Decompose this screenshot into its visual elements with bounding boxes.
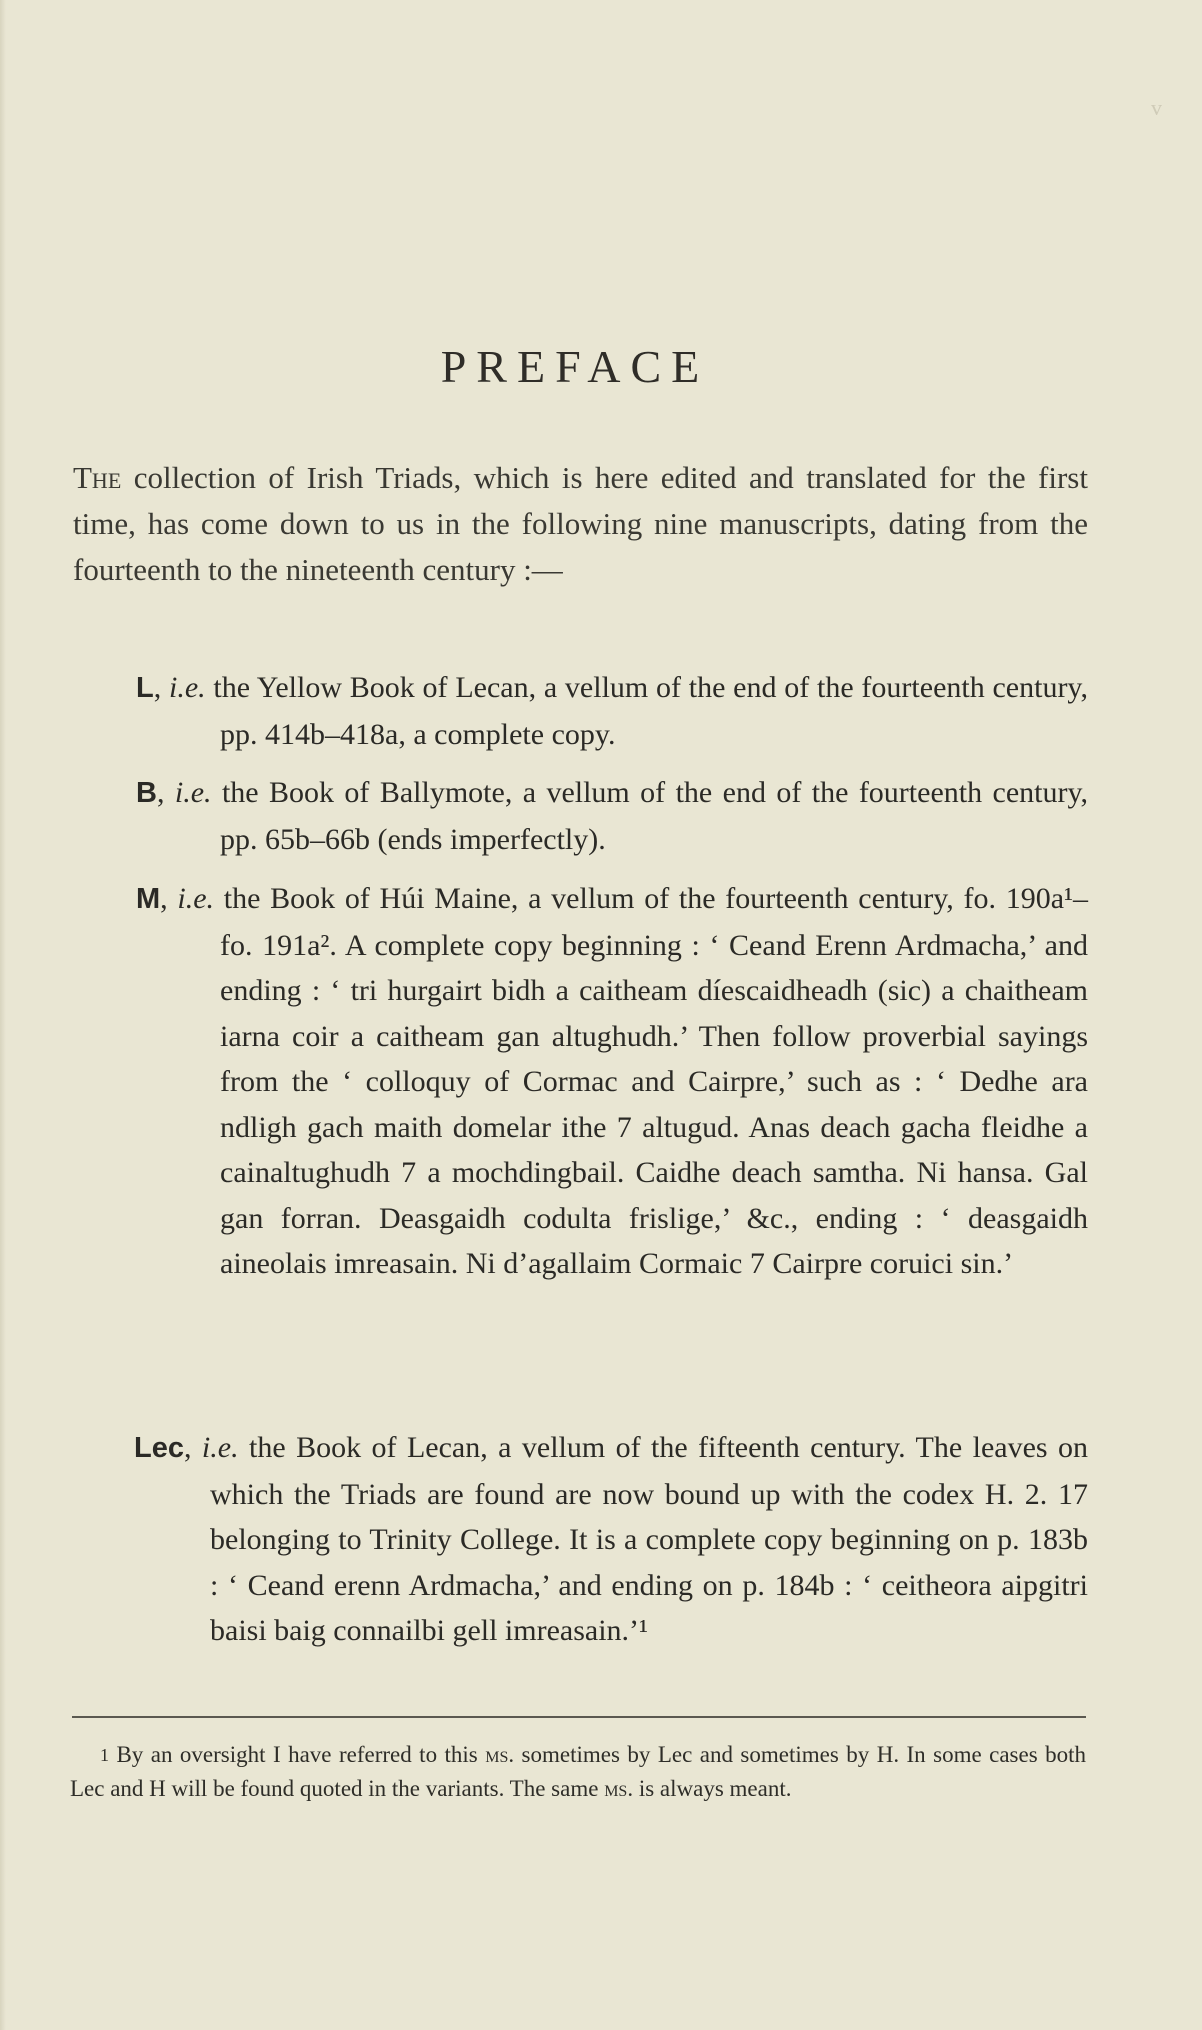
entry-text: the Book of Ballymote, a vellum of the end of the fourteenth century, pp. 65b–66b (ends imperfectly). [220, 776, 1089, 856]
footnote-text-2: sometimes by Lec and sometimes by H. In some cases both Lec and H will be found quoted in the variants. The same [70, 1742, 1087, 1801]
footnote-text-3: is always meant. [633, 1776, 792, 1801]
margin-mark: v [1151, 95, 1162, 120]
footnote-mark: 1 [100, 1745, 109, 1765]
manuscript-entry-m: M, i.e. the Book of Húi Maine, a vellum of the fourteenth century, fo. 190a¹–fo. 191a². A complete copy beginning : ‘ Ceand Erenn Ardmacha,’ and ending : ‘ tri hurgairt bidh a caitheam díescaidheadh (sic) a chaitheam iarna coir a caitheam gan altughudh.’ Then follow proverbial sayings from the ‘ colloquy of Cormac and Cairpre,’ such as : ‘ Dedhe ara ndligh gach maith domelar ithe 7 altugud. Anas deach gacha fleidhe a cainaltughudh 7 a mochdingbail. Caidhe deach samtha. Ni hansa. Gal gan forran. Deasgaidh codulta frislige,’ &c., ending : ‘ deasgaidh aineolais imreasain. Ni d’agallaim Cormaic 7 Cairpre coruici sin.’ [136, 882, 1089, 1280]
entry-siglum: M [136, 883, 161, 915]
entry-abbr: i.e. [201, 1431, 239, 1464]
entry-siglum: L [136, 672, 154, 704]
page-title: PREFACE [440, 341, 710, 392]
footnote-ms-abbr-2: ms. [604, 1776, 634, 1801]
footnote [70, 1738, 1086, 1806]
manuscript-entry-l: L, i.e. the Yellow Book of Lecan, a vellum of the end of the fourteenth century, pp. 414b–418a, a complete copy. [136, 671, 1088, 751]
page-edge-shadow [0, 0, 6, 2030]
entry-siglum: B [136, 777, 157, 809]
entry-abbr: i.e. [177, 882, 215, 915]
footnote-ms-abbr-1: ms. [485, 1742, 515, 1767]
entry-text: the Book of Húi Maine, a vellum of the fourteenth century, fo. 190a¹–fo. 191a². A complete copy beginning : ‘ Ceand Erenn Ardmacha,’ and ending : ‘ tri hurgairt bidh a caitheam díescaidheadh (sic) a chaitheam iarna coir a caitheam gan altughudh.’ Then follow proverbial sayings from the ‘ colloquy of Cormac and Cairpre,’ such as : ‘ Dedhe ara ndligh gach maith domelar ithe 7 altugud. Anas deach gacha fleidhe a cainaltughudh 7 a mochdingbail. Caidhe deach samtha. Ni hansa. Gal gan forran. Deasgaidh codulta frislige,’ &c., ending : ‘ deasgaidh aineolais imreasain. Ni d’agallaim Cormaic 7 Cairpre coruici sin.’ [220, 882, 1089, 1280]
entry-siglum: Lec [134, 1432, 184, 1464]
intro-paragraph [73, 455, 1088, 593]
footnote-text-1: By an oversight I have referred to this [116, 1742, 486, 1767]
entry-abbr: i.e. [174, 776, 212, 809]
entry-text: the Yellow Book of Lecan, a vellum of the end of the fourteenth century, pp. 414b–418a, a complete copy. [213, 671, 1088, 751]
intro-text: collection of Irish Triads, which is here edited and translated for the first time, has come down to us in the following nine manuscripts, dating from the fourteenth to the nineteenth century :— [73, 460, 1088, 587]
manuscript-entry-lec: Lec, i.e. the Book of Lecan, a vellum of the fifteenth century. The leaves on which the Triads are found are now bound up with the codex H. 2. 17 belonging to Trinity College. It is a complete copy beginning on p. 183b : ‘ Ceand erenn Ardmacha,’ and ending on p. 184b : ‘ ceitheora aipgitri baisi baig connailbi gell imreasain.’¹ [134, 1431, 1089, 1647]
manuscript-entry-b: B, i.e. the Book of Ballymote, a vellum of the end of the fourteenth century, pp. 65b–66b (ends imperfectly). [136, 776, 1089, 856]
entry-text: the Book of Lecan, a vellum of the fifteenth century. The leaves on which the Triads are found are now bound up with the codex H. 2. 17 belonging to Trinity College. It is a complete copy beginning on p. 183b : ‘ Ceand erenn Ardmacha,’ and ending on p. 184b : ‘ ceitheora aipgitri baisi baig connailbi gell imreasain.’¹ [210, 1431, 1089, 1647]
entry-abbr: i.e. [168, 671, 206, 704]
intro-lead-word: The [73, 460, 122, 495]
footnote-divider [72, 1716, 1086, 1718]
